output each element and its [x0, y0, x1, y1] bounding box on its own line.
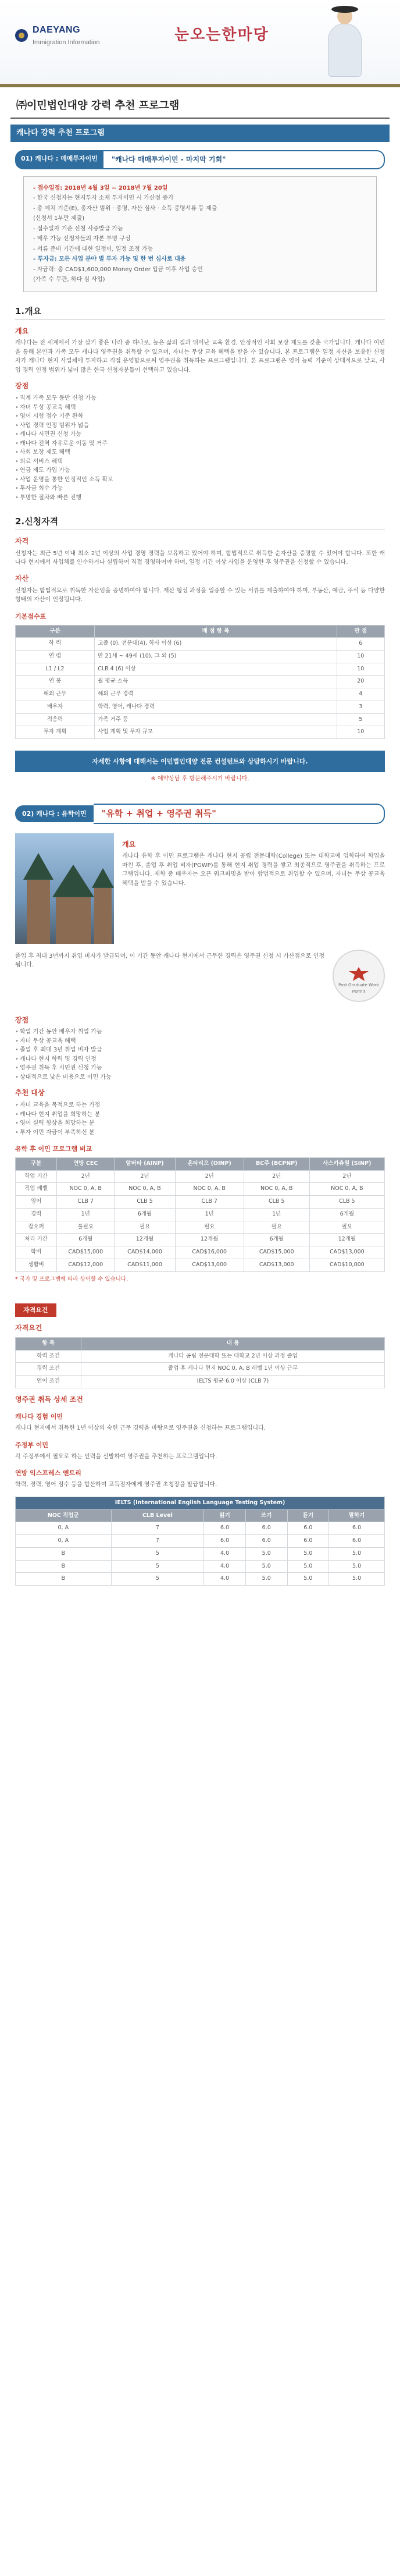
merit-item: • 연금 제도 가입 가능: [15, 466, 385, 475]
recommend-item: • 자녀 교육을 목적으로 하는 가정: [15, 1101, 385, 1110]
detail-heading: 영주권 취득 상세 조건: [15, 1395, 83, 1404]
compare-cell: 12개월: [115, 1234, 175, 1246]
compare-cell: 6개월: [57, 1234, 115, 1246]
compare-cell: 2년: [115, 1170, 175, 1183]
notice-item: - 자금력: 총 CAD$1,600,000 Money Order 입금 이후 사업 승인: [33, 266, 203, 273]
score-cell: 적응력: [16, 713, 95, 726]
merit-item: • 투명한 절차와 빠른 진행: [15, 493, 385, 503]
assets-text: 신청자는 합법적으로 취득한 자산임을 증명하여야 합니다. 재산 형성 과정을 입증할 수 있는 서류를 제출하여야 하며, 부동산, 예금, 주식 등 다양한 형태의 자산이 인정됩니다.: [15, 587, 385, 603]
compare-cell: 6개월: [244, 1234, 309, 1246]
qualification-tab[interactable]: 자격요건: [15, 1303, 56, 1317]
score-cell: 투자 계획: [16, 726, 95, 739]
detail-list: [15, 1412, 385, 1490]
castle-photo: [15, 833, 114, 944]
notice-item: (가족 수 무관, 하다 심 사업): [33, 276, 105, 283]
compare-cell: 2년: [175, 1170, 244, 1183]
compare-header-cell: 온타리오 (OINP): [175, 1158, 244, 1171]
program1-label: 01) 캐나다 : 매매투자이민: [15, 150, 103, 169]
detail-item: [15, 1440, 385, 1462]
study-overview-text-2: 졸업 후 최대 3년까지 취업 비자가 발급되며, 이 기간 동안 캐나다 현지에서 근무한 경력은 영주권 신청 시 가산점으로 인정됩니다.: [15, 953, 324, 969]
logo-name: DAEYANG: [33, 25, 81, 35]
score-row: [16, 726, 385, 739]
detail-item-title: 연방 익스프레스 엔트리: [15, 1469, 81, 1477]
overview-heading: 개요: [15, 326, 29, 335]
requirement-row: [16, 1363, 385, 1376]
logo[interactable]: [15, 23, 100, 48]
merit-item: • 자녀 무상 공교육 혜택: [15, 403, 385, 413]
program2-text: "유학 + 취업 + 영주권 취득": [94, 804, 385, 824]
score-cell: 해외 근무 경력: [95, 688, 337, 701]
ielts-cell: 5: [111, 1547, 204, 1560]
compare-row: [16, 1234, 385, 1246]
ielts-cell: B: [16, 1573, 112, 1586]
study-merit-item: • 자녀 무상 공교육 혜택: [15, 1037, 385, 1046]
compare-cell: 12개월: [175, 1234, 244, 1246]
ielts-table: [15, 1497, 385, 1586]
section-requirements: [15, 1323, 385, 1586]
compare-cell: CLB 7: [175, 1196, 244, 1209]
score-cell: 학력, 영어, 캐나다 경력: [95, 701, 337, 713]
section-study-merits: [15, 1015, 385, 1284]
qualification-heading: 자격: [15, 537, 29, 546]
compare-cell: 필요: [175, 1221, 244, 1234]
merit-item: • 의료 서비스 혜택: [15, 457, 385, 467]
merits-heading: 장점: [15, 382, 29, 390]
score-cell: 만 21세 ~ 49세 (10), 그 외 (5): [95, 650, 337, 663]
compare-cell: 2년: [57, 1170, 115, 1183]
compare-cell: 1년: [244, 1208, 309, 1221]
compare-cell: 처리 기간: [16, 1234, 57, 1246]
compare-row: [16, 1170, 385, 1183]
merit-item: • 사업 경력 인정 범위가 넓음: [15, 421, 385, 431]
notice-item: (신청서 1부만 제출): [33, 215, 85, 222]
compare-cell: 1년: [175, 1208, 244, 1221]
ielts-row: [16, 1535, 385, 1548]
section-qualification-title: 2.신청자격: [15, 515, 385, 530]
requirement-cell: 언어 조건: [16, 1376, 81, 1388]
compare-row: [16, 1221, 385, 1234]
study-merit-item: • 캐나다 현지 학력 및 경력 인정: [15, 1055, 385, 1064]
ielts-cell: 5.0: [287, 1573, 329, 1586]
compare-cell: CAD$15,000: [244, 1246, 309, 1259]
score-header-cell: 배 점 항 목: [95, 625, 337, 638]
ielts-header-cell: 말하기: [329, 1509, 385, 1522]
score-cell: 10: [337, 663, 384, 676]
compare-cell: NOC 0, A, B: [115, 1183, 175, 1196]
score-row: [16, 676, 385, 688]
section-overview: [15, 305, 385, 502]
ielts-cell: 5: [111, 1560, 204, 1573]
notice-item: - 총 예치 기준(E), 총자산 범위 · 총명, 자산 심사 · 소득 증명서류 등 제출: [33, 205, 217, 212]
score-cell: 연 봉: [16, 676, 95, 688]
compare-cell: 1년: [57, 1208, 115, 1221]
score-row: [16, 688, 385, 701]
requirement-cell: IELTS 평균 6.0 이상 (CLB 7): [81, 1376, 385, 1388]
ielts-cell: 5.0: [329, 1560, 385, 1573]
score-header-cell: 만 점: [337, 625, 384, 638]
notice-item: - 한국 신청자는 현지투자 소재 투자이민 시 가산점 증가: [33, 195, 174, 202]
compare-cell: 필요: [309, 1221, 384, 1234]
score-cell: L1 / L2: [16, 663, 95, 676]
compare-header-cell: 연방 CEC: [57, 1158, 115, 1171]
ielts-header-cell: 듣기: [287, 1509, 329, 1522]
study-merit-item: • 졸업 후 최대 3년 취업 비자 발급: [15, 1046, 385, 1055]
compare-footnote: * 국가 및 프로그램에 따라 상이할 수 있습니다.: [15, 1275, 128, 1282]
score-cell: 20: [337, 676, 384, 688]
score-row: [16, 663, 385, 676]
ielts-header-cell: NOC 직업군: [16, 1509, 112, 1522]
notice-item: - 투자금: 모든 사업 분야 별 투자 가능 및 한 번 심사로 대응: [33, 256, 186, 263]
compare-cell: 2년: [309, 1170, 384, 1183]
compare-cell: NOC 0, A, B: [57, 1183, 115, 1196]
detail-item: [15, 1468, 385, 1490]
compare-row: [16, 1208, 385, 1221]
compare-cell: CLB 5: [309, 1196, 384, 1209]
ielts-cell: 5.0: [329, 1547, 385, 1560]
compare-row: [16, 1196, 385, 1209]
ielts-cell: 6.0: [329, 1522, 385, 1535]
study-overview-heading: 개요: [122, 840, 136, 848]
score-cell: 5: [337, 713, 384, 726]
compare-cell: 6개월: [115, 1208, 175, 1221]
ielts-cell: 7: [111, 1535, 204, 1548]
merit-item: • 캐나다 전역 자유로운 이동 및 거주: [15, 439, 385, 449]
compare-cell: CLB 5: [115, 1196, 175, 1209]
recommend-heading: 추천 대상: [15, 1089, 45, 1097]
ielts-cell: 5.0: [329, 1573, 385, 1586]
ielts-title: IELTS (International English Language Testing System): [16, 1497, 385, 1509]
notice-item: - 배우 가능 신청자들의 자본 투명 구성: [33, 236, 131, 243]
page-title: ㈜이민법인대양 강력 추천 프로그램: [16, 100, 180, 112]
compare-cell: CAD$12,000: [57, 1259, 115, 1271]
compare-cell: 직업 레벨: [16, 1183, 57, 1196]
requirement-cell: 졸업 후 캐나다 현지 NOC 0, A, B 레벨 1년 이상 근무: [81, 1363, 385, 1376]
compare-row: [16, 1246, 385, 1259]
score-row: [16, 701, 385, 713]
consult-banner[interactable]: 자세한 사항에 대해서는 이민법인대양 전문 컨설턴트와 상담하시기 바랍니다.: [15, 751, 385, 772]
requirement-row: [16, 1350, 385, 1363]
compare-cell: 필요: [244, 1221, 309, 1234]
compare-row: [16, 1183, 385, 1196]
requirement-header-cell: 내 용: [81, 1337, 385, 1350]
compare-cell: CAD$11,000: [115, 1259, 175, 1271]
recommend-item: • 캐나다 현지 취업을 희망하는 분: [15, 1110, 385, 1120]
compare-cell: 경력: [16, 1208, 57, 1221]
consult-banner-note: ※ 예약상담 후 방문해주시기 바랍니다.: [151, 776, 249, 783]
ielts-row: [16, 1547, 385, 1560]
merit-item: • 사회 보장 제도 혜택: [15, 448, 385, 457]
detail-item-title: 주정부 이민: [15, 1441, 48, 1449]
score-table-caption: 기본점수표: [15, 612, 47, 620]
score-row: [16, 638, 385, 651]
compare-cell: 잡오퍼: [16, 1221, 57, 1234]
requirements-table: [15, 1337, 385, 1388]
ielts-row: [16, 1573, 385, 1586]
ielts-header-cell: CLB Level: [111, 1509, 204, 1522]
compare-cell: 12개월: [309, 1234, 384, 1246]
ielts-header-cell: 쓰기: [245, 1509, 287, 1522]
ielts-header-cell: 읽기: [204, 1509, 246, 1522]
section-qualification: [15, 515, 385, 739]
score-cell: 연 령: [16, 650, 95, 663]
compare-cell: 불필요: [57, 1221, 115, 1234]
ielts-cell: B: [16, 1560, 112, 1573]
ielts-cell: 5.0: [245, 1560, 287, 1573]
program1-tag: [15, 150, 385, 169]
score-row: [16, 650, 385, 663]
score-cell: 월 평균 소득: [95, 676, 337, 688]
score-cell: 고졸 (0), 전문대(4), 학사 이상 (6): [95, 638, 337, 651]
logo-mark-icon: [15, 29, 28, 42]
score-header-cell: 구분: [16, 625, 95, 638]
merit-item: • 사업 운영을 통한 안정적인 소득 확보: [15, 475, 385, 485]
score-cell: 4: [337, 688, 384, 701]
notice-item: - 서류 준비 기간에 대한 일정이, 일정 조정 가능: [33, 246, 153, 253]
study-overview-text: 캐나다 유학 후 이민 프로그램은 캐나다 현지 공립 전문대학(College) 또는 대학교에 입학하여 학업을 마친 후, 졸업 후 취업 비자(PGWP)를 통해 현지 취업 경력을 쌓고 최종적으로 영주권을 취득하는 프로그램입니다. 재학 중 배우자는 오픈 워크퍼밋을 받아 합법적으로 취업할 수 있으며, 자녀는 무상 공교육 혜택을 받을 수 있습니다.: [122, 853, 385, 887]
pgwp-badge-icon: [333, 950, 385, 1002]
score-cell: 해외 근무: [16, 688, 95, 701]
detail-item-text: 각 주정부에서 필요로 하는 인력을 선발하여 영주권을 추천하는 프로그램입니다.: [15, 1453, 217, 1460]
compare-cell: 영어: [16, 1196, 57, 1209]
ielts-cell: 6.0: [287, 1522, 329, 1535]
requirement-header-cell: 항 목: [16, 1337, 81, 1350]
merits-list: [15, 394, 385, 502]
study-merits-list: [15, 1028, 385, 1082]
ielts-cell: 0, A: [16, 1522, 112, 1535]
study-merit-item: • 학업 기간 동안 배우자 취업 가능: [15, 1028, 385, 1037]
ielts-cell: 6.0: [204, 1522, 246, 1535]
compare-cell: NOC 0, A, B: [175, 1183, 244, 1196]
assets-heading: 자산: [15, 574, 29, 582]
page-subtitle: 캐나다 강력 추천 프로그램: [10, 125, 390, 142]
score-table: [15, 625, 385, 739]
recommend-item: • 영어 실력 향상을 희망하는 분: [15, 1119, 385, 1128]
compare-header-cell: 사스카츄원 (SINP): [309, 1158, 384, 1171]
compare-cell: CAD$10,000: [309, 1259, 384, 1271]
notice-item: - 접수일자 기준 신청 사증발급 가능: [33, 225, 123, 232]
detail-item-text: 학력, 경력, 영어 점수 등을 합산하여 고득점자에게 영주권 초청장을 발급합니다.: [15, 1481, 217, 1488]
merit-item: • 영어 시험 점수 기준 완화: [15, 412, 385, 421]
score-cell: 10: [337, 650, 384, 663]
compare-cell: CAD$13,000: [244, 1259, 309, 1271]
detail-item-title: 캐나다 경험 이민: [15, 1413, 63, 1421]
compare-table: [15, 1157, 385, 1271]
merit-item: • 캐나다 시민권 신청 가능: [15, 430, 385, 439]
score-cell: 3: [337, 701, 384, 713]
requirement-cell: 경력 조건: [16, 1363, 81, 1376]
notice-item: - 접수일정: 2018년 4월 3일 ~ 2018년 7월 20일: [33, 184, 168, 191]
compare-cell: 2년: [244, 1170, 309, 1183]
compare-cell: CAD$15,000: [57, 1246, 115, 1259]
compare-header-cell: 구분: [16, 1158, 57, 1171]
ielts-cell: 4.0: [204, 1547, 246, 1560]
compare-cell: CAD$16,000: [175, 1246, 244, 1259]
program1-text: "캐나다 매매투자이민 - 마지막 기회": [103, 150, 385, 169]
program2-label: 02) 캐나다 : 유학이민: [15, 805, 94, 822]
study-merits-heading: 장점: [15, 1015, 29, 1024]
recommend-item: • 투자 이민 자금이 부족하신 분: [15, 1128, 385, 1138]
header-divider: [0, 84, 400, 87]
compare-cell: 6개월: [309, 1208, 384, 1221]
compare-cell: CAD$13,000: [309, 1246, 384, 1259]
detail-item-text: 캐나다 현지에서 취득한 1년 이상의 숙련 근무 경력을 바탕으로 영주권을 신청하는 프로그램입니다.: [15, 1425, 266, 1432]
merit-item: • 직계 가족 모두 동반 신청 가능: [15, 394, 385, 403]
compare-cell: 필요: [115, 1221, 175, 1234]
ielts-cell: 5.0: [287, 1560, 329, 1573]
score-row: [16, 713, 385, 726]
ielts-cell: 7: [111, 1522, 204, 1535]
merit-item: • 투자금 회수 가능: [15, 484, 385, 493]
pgwp-row: [15, 950, 385, 1002]
ielts-row: [16, 1560, 385, 1573]
compare-header-cell: BC주 (BCPNP): [244, 1158, 309, 1171]
ielts-cell: B: [16, 1547, 112, 1560]
score-cell: 배우자: [16, 701, 95, 713]
score-cell: 10: [337, 726, 384, 739]
ielts-cell: 0, A: [16, 1535, 112, 1548]
score-cell: 가족 거주 등: [95, 713, 337, 726]
qualification-text: 신청자는 최근 5년 이내 최소 2년 이상의 사업 경영 경력을 보유하고 있어야 하며, 합법적으로 취득한 순자산을 증명할 수 있어야 합니다. 또한 캐나다 현지에서 사업체를 인수하거나 설립하여 직접 경영하여야 하며, 일정 기간 이상 사업을 운영한 후 영주권을 신청할 수 있습니다.: [15, 550, 385, 566]
recommend-list: [15, 1101, 385, 1137]
page-title-bar: [10, 94, 390, 119]
compare-header-cell: 알버타 (AINP): [115, 1158, 175, 1171]
ielts-cell: 5.0: [287, 1547, 329, 1560]
score-cell: 사업 계획 및 투자 규모: [95, 726, 337, 739]
compare-cell: 생활비: [16, 1259, 57, 1271]
compare-row: [16, 1259, 385, 1271]
header: [0, 0, 400, 87]
requirements-heading: 자격요건: [15, 1324, 42, 1333]
requirement-cell: 캐나다 공립 전문대학 또는 대학교 2년 이상 과정 졸업: [81, 1350, 385, 1363]
score-cell: 학 력: [16, 638, 95, 651]
ielts-cell: 6.0: [287, 1535, 329, 1548]
compare-cell: CLB 7: [57, 1196, 115, 1209]
compare-table-caption: 유학 후 이민 프로그램 비교: [15, 1145, 92, 1153]
detail-item: [15, 1412, 385, 1433]
compare-cell: 학업 기간: [16, 1170, 57, 1183]
requirement-row: [16, 1376, 385, 1388]
compare-cell: CAD$14,000: [115, 1246, 175, 1259]
score-cell: CLB 4 (6) 이상: [95, 663, 337, 676]
compare-cell: CLB 5: [244, 1196, 309, 1209]
study-merit-item: • 상대적으로 낮은 비용으로 이민 가능: [15, 1073, 385, 1082]
logo-sub: Immigration Information: [33, 38, 100, 46]
study-merit-item: • 영주권 취득 후 시민권 신청 가능: [15, 1064, 385, 1073]
pgwp-caption: Post Graduate Work Permit: [338, 983, 379, 994]
ielts-row: [16, 1522, 385, 1535]
ielts-cell: 6.0: [329, 1535, 385, 1548]
ielts-cell: 4.0: [204, 1573, 246, 1586]
requirement-cell: 학력 조건: [16, 1350, 81, 1363]
compare-cell: NOC 0, A, B: [309, 1183, 384, 1196]
compare-cell: 학비: [16, 1246, 57, 1259]
ielts-cell: 6.0: [204, 1535, 246, 1548]
section-overview-title: 1.개요: [15, 305, 385, 320]
compare-cell: CAD$13,000: [175, 1259, 244, 1271]
ielts-cell: 6.0: [245, 1535, 287, 1548]
ielts-cell: 5.0: [245, 1547, 287, 1560]
ielts-cell: 4.0: [204, 1560, 246, 1573]
program1-notice: [23, 176, 377, 292]
program2-tag: [15, 804, 385, 824]
hanbok-figure-icon: [324, 8, 365, 78]
ielts-cell: 5: [111, 1573, 204, 1586]
compare-cell: NOC 0, A, B: [244, 1183, 309, 1196]
ielts-cell: 6.0: [245, 1522, 287, 1535]
overview-text: 캐나다는 전 세계에서 가장 살기 좋은 나라 중 하나로, 높은 삶의 질과 뛰어난 교육 환경, 안정적인 사회 보장 제도를 갖춘 국가입니다. 캐나다 이민을 통해 본인과 가족 모두 캐나다 영주권을 취득할 수 있으며, 자녀는 무상 교육 혜택을 받을 수 있습니다. 본 프로그램은 일정 자산을 보유한 신청자가 캐나다 현지 사업체에 투자하고 직접 운영함으로써 영주권을 취득하는 프로그램입니다. 본 프로그램은 영어 능력 기준이 상대적으로 낮고, 사업 경력 인정 범위가 넓어 많은 한국 신청자분들이 선택하고 있습니다.: [15, 340, 385, 374]
study-overview-row: [15, 833, 385, 944]
score-cell: 6: [337, 638, 384, 651]
header-calligraphy: 눈오는한마당: [174, 26, 269, 44]
ielts-cell: 5.0: [245, 1573, 287, 1586]
